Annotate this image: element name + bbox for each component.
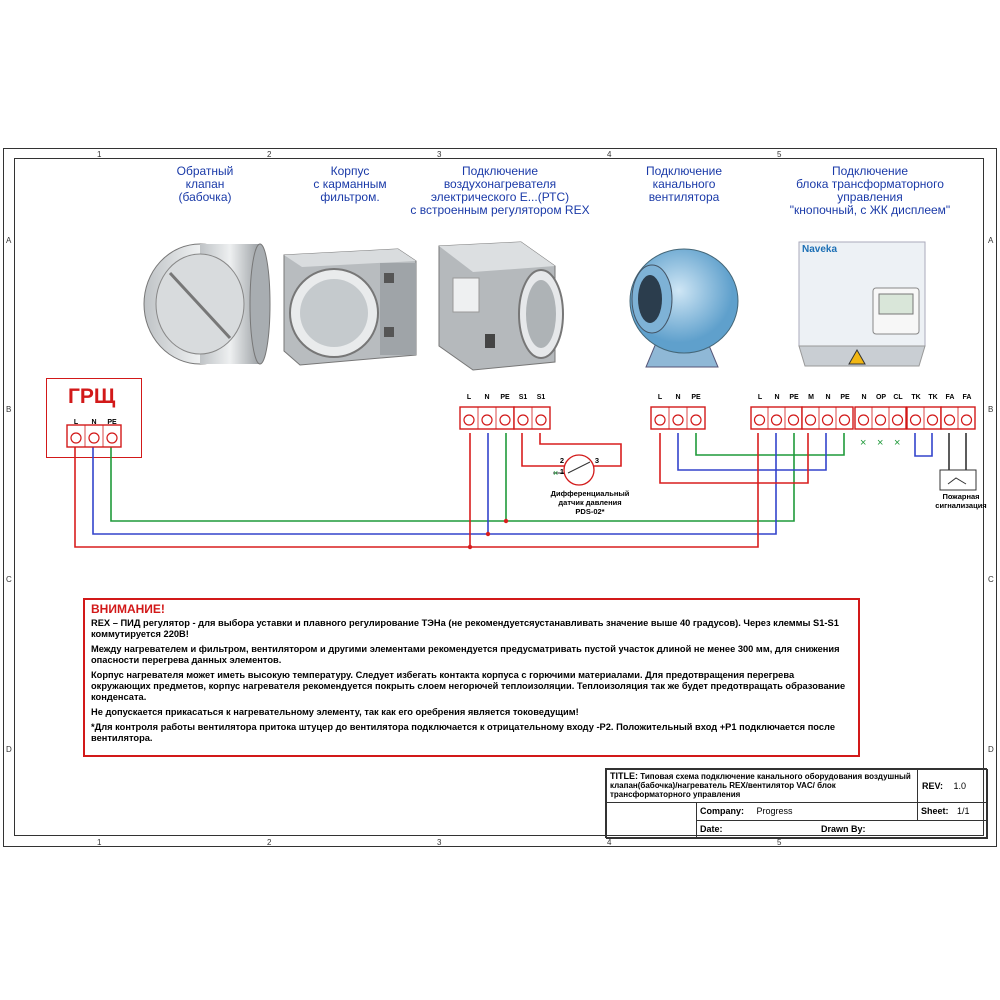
company-value: Progress xyxy=(756,806,793,816)
column-label: 5 xyxy=(777,838,782,847)
fire-alarm-contact xyxy=(940,470,976,490)
terminal-label: TK xyxy=(928,394,938,401)
terminal-screw xyxy=(500,415,510,425)
terminal-screw xyxy=(655,415,665,425)
company-cell xyxy=(696,802,918,821)
terminal-label: FA xyxy=(962,394,972,401)
caption-heater: Подключение воздухонагревателя электрического Е...(РТС) с встроенным регулятором REX xyxy=(410,164,590,217)
terminal-label: N xyxy=(484,394,490,401)
unused-pin-mark: × xyxy=(553,468,559,478)
column-label: 2 xyxy=(267,838,272,847)
row-label: D xyxy=(6,745,12,754)
terminal-label: OP xyxy=(875,394,887,401)
column-label: 1 xyxy=(97,150,102,159)
title-label: TITLE: xyxy=(610,771,638,781)
date-label: Date: xyxy=(700,824,723,834)
terminal-screw xyxy=(482,415,492,425)
pressure-sensor-caption: Дифференциальный датчик давления PDS-02* xyxy=(550,489,630,516)
terminal-screw xyxy=(945,415,955,425)
wire-n-fan xyxy=(678,433,826,470)
row-label: A xyxy=(988,236,994,245)
terminal-label: N xyxy=(774,394,780,401)
terminal-label: S1 xyxy=(518,394,528,401)
caption-fan: Подключение канального вентилятора xyxy=(645,164,723,204)
naveka-logo: Naveka xyxy=(802,244,838,255)
warning-paragraph: Не допускается прикасаться к нагревательному элементу, так как его оребрения является токоведущим! xyxy=(91,707,579,717)
unused-terminal-mark: × xyxy=(860,437,867,449)
sensor-pin-label: 1 xyxy=(559,467,565,476)
terminal-screw xyxy=(806,415,816,425)
row-label: A xyxy=(6,236,12,245)
rev-label: REV: xyxy=(922,781,944,791)
column-label: 4 xyxy=(607,150,612,159)
unused-terminal-mark: × xyxy=(894,437,901,449)
terminal-screw xyxy=(71,433,81,443)
terminal-screw xyxy=(673,415,683,425)
company-label: Company: xyxy=(700,806,745,816)
column-label: 4 xyxy=(607,838,612,847)
terminal-screw xyxy=(911,415,921,425)
terminal-label: N xyxy=(91,419,97,426)
drawn-by-label: Drawn By: xyxy=(821,824,866,834)
terminal-label: L xyxy=(657,394,663,401)
terminal-screw xyxy=(962,415,972,425)
terminal-label: L xyxy=(73,419,79,426)
wire-junction xyxy=(486,532,490,536)
terminal-screw xyxy=(823,415,833,425)
terminal-label: CL xyxy=(893,394,903,401)
row-label: C xyxy=(6,575,12,584)
column-label: 3 xyxy=(437,150,442,159)
sensor-pin-label: 3 xyxy=(594,456,600,465)
terminal-screw xyxy=(464,415,474,425)
warning-paragraph: REX – ПИД регулятор - для выбора уставки и плавного регулирование ТЭНа (не рекомендуетсяустанавливать значение выше 40 градусов). Через клеммы S1-S1 коммутируется 220В! xyxy=(91,618,839,639)
caption-control-unit: Подключение блока трансформаторного управления "кнопочный, с ЖК дисплеем" xyxy=(789,164,951,217)
rev-value: 1.0 xyxy=(953,781,967,791)
date-cell xyxy=(696,820,988,839)
row-label: B xyxy=(988,405,994,414)
terminal-label: N xyxy=(861,394,867,401)
terminal-screw xyxy=(107,433,117,443)
terminal-screw xyxy=(840,415,850,425)
rev-cell xyxy=(917,769,988,803)
caption-filter-box: Корпус с карманным фильтром. xyxy=(313,164,387,204)
sheet-value: 1/1 xyxy=(957,806,970,816)
grsh-title: ГРЩ xyxy=(68,385,116,408)
warning-paragraph: *Для контроля работы вентилятора притока штуцер до вентилятора подключается к отрицательному входу -P2. Положительный вход +P1 подключается после вентилятора. xyxy=(91,722,835,743)
unused-terminal-mark: × xyxy=(877,437,884,449)
wire-junction xyxy=(468,545,472,549)
sheet-label: Sheet: xyxy=(921,806,949,816)
wire-n xyxy=(93,433,488,534)
terminal-label: N xyxy=(825,394,831,401)
terminal-screw xyxy=(518,415,528,425)
terminal-screw xyxy=(859,415,869,425)
terminal-screw xyxy=(772,415,782,425)
wire-tk-loop xyxy=(915,433,932,456)
terminal-screw xyxy=(789,415,799,425)
title-text: Типовая схема подключение канального оборудования воздушный клапан(бабочка)/нагреватель REX/вентилятор VAC/ блок трансформаторного управления xyxy=(610,772,911,799)
terminal-label: PE xyxy=(107,419,117,426)
title-cell xyxy=(606,769,918,803)
sensor-pin-label: 2 xyxy=(559,456,565,465)
warning-heading: ВНИМАНИЕ! xyxy=(91,602,165,616)
terminal-label: FA xyxy=(945,394,955,401)
row-label: D xyxy=(988,745,994,754)
terminal-label: PE xyxy=(789,394,799,401)
column-label: 3 xyxy=(437,838,442,847)
column-label: 2 xyxy=(267,150,272,159)
warning-paragraph: Между нагревателем и фильтром, вентилятором и другими элементами рекомендуется предусматривать пустой участок длиной не менее 300 мм, для снижения опасности перегрева данных элементов. xyxy=(91,644,840,665)
terminal-screw xyxy=(876,415,886,425)
terminal-screw xyxy=(928,415,938,425)
terminal-label: TK xyxy=(911,394,921,401)
terminal-label: L xyxy=(757,394,763,401)
row-label: C xyxy=(988,575,994,584)
wire-pe xyxy=(111,433,506,521)
terminal-label: L xyxy=(466,394,472,401)
terminal-screw xyxy=(536,415,546,425)
column-label: 5 xyxy=(777,150,782,159)
title-block xyxy=(605,768,987,838)
warning-box xyxy=(83,598,860,757)
wire-l-fan xyxy=(660,433,808,483)
terminal-label: PE xyxy=(840,394,850,401)
warning-paragraph: Корпус нагревателя может иметь высокую температуру. Следует избегать контакта корпуса с горючими материалами. Для предотвращения перегрева окружающих предметов, корпус нагревателя рекомендуется покрыть слоем негорючей теплоизоляции. Теплоизоляция так же будет предотвращать образование конденсата. xyxy=(91,670,846,702)
sheet-cell xyxy=(917,802,988,821)
terminal-label: S1 xyxy=(536,394,546,401)
wire-junction xyxy=(504,519,508,523)
terminal-screw xyxy=(755,415,765,425)
wire-pe-fan xyxy=(696,433,844,455)
terminal-label: PE xyxy=(500,394,510,401)
terminal-label: M xyxy=(808,394,814,401)
caption-check-valve: Обратный клапан (бабочка) xyxy=(176,164,234,204)
pressure-sensor-symbol xyxy=(564,455,594,485)
row-label: B xyxy=(6,405,12,414)
terminal-screw xyxy=(691,415,701,425)
wire-l xyxy=(75,433,470,547)
terminal-label: N xyxy=(675,394,681,401)
fire-alarm-caption: Пожарная сигнализация xyxy=(935,492,987,510)
blank-cell xyxy=(606,802,697,839)
terminal-screw xyxy=(89,433,99,443)
terminal-label: PE xyxy=(691,394,701,401)
terminal-screw xyxy=(893,415,903,425)
column-label: 1 xyxy=(97,838,102,847)
